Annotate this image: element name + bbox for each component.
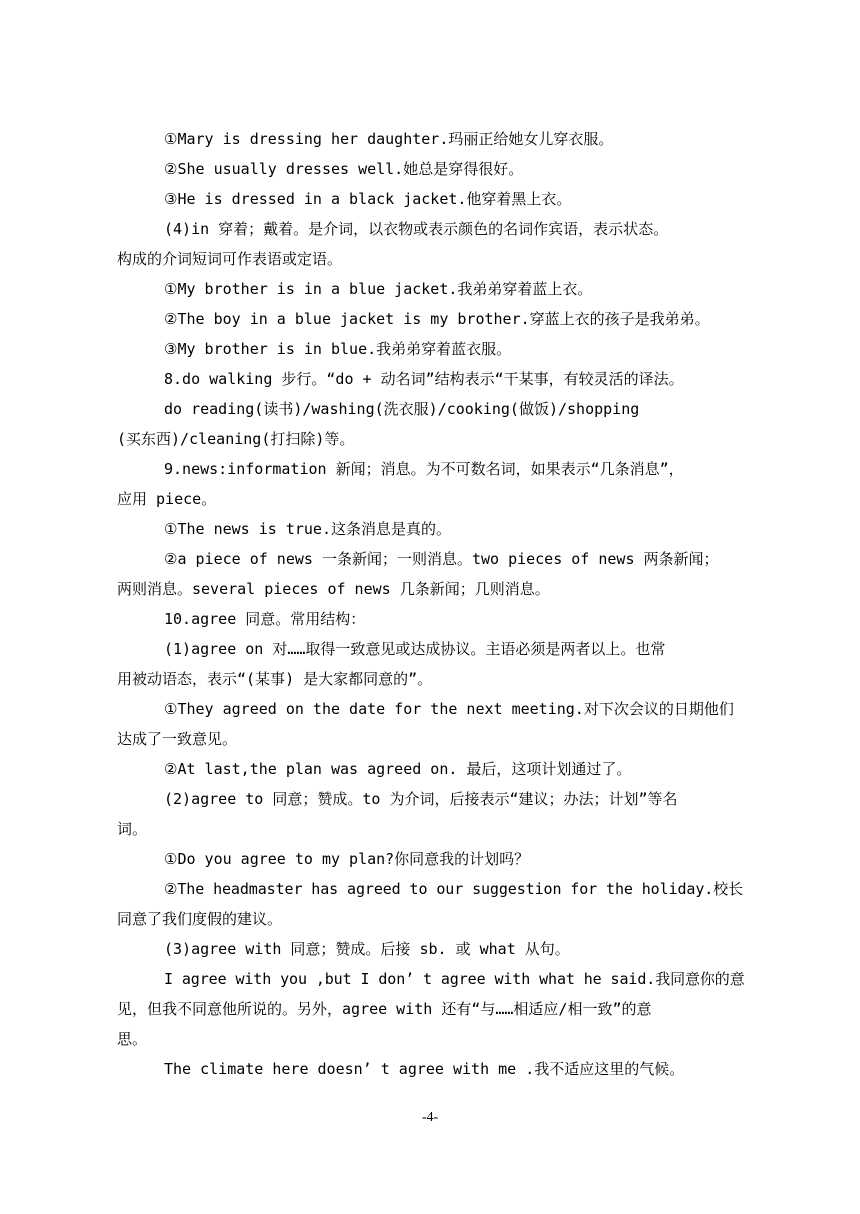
text-line: ①My brother is in a blue jacket.我弟弟穿着蓝上衣。 bbox=[164, 280, 593, 298]
text-line: 见，但我不同意他所说的。另外，agree with 还有“与……相适应/相一致”的意 bbox=[117, 1000, 652, 1018]
text-line: (4)in 穿着；戴着。是介词，以衣物或表示颜色的名词作宾语，表示状态。 bbox=[164, 220, 669, 238]
text-line: 同意了我们度假的建议。 bbox=[117, 910, 283, 928]
text-line: 思。 bbox=[117, 1030, 148, 1048]
text-line: 构成的介词短词可作表语或定语。 bbox=[117, 250, 343, 268]
text-line: ②At last,the plan was agreed on. 最后，这项计划通过了。 bbox=[164, 760, 632, 778]
text-line: 8.do walking 步行。“do + 动名词”结构表示“干某事，有较灵活的译法。 bbox=[164, 370, 684, 388]
text-line: ②The headmaster has agreed to our suggestion for the holiday.校长 bbox=[164, 880, 743, 898]
text-line: (买东西)/cleaning(打扫除)等。 bbox=[117, 430, 355, 448]
text-line: (3)agree with 同意；赞成。后接 sb. 或 what 从句。 bbox=[164, 940, 570, 958]
text-line: 9.news:information 新闻；消息。为不可数名词，如果表示“几条消息”， bbox=[164, 460, 684, 478]
text-line: ③My brother is in blue.我弟弟穿着蓝衣服。 bbox=[164, 340, 512, 358]
text-line: 两则消息。several pieces of news 几条新闻；几则消息。 bbox=[117, 580, 550, 598]
text-line: 用被动语态，表示“(某事) 是大家都同意的”。 bbox=[117, 670, 433, 688]
text-line: ①They agreed on the date for the next meeting.对下次会议的日期他们 bbox=[164, 700, 734, 718]
text-line: ②She usually dresses well.她总是穿得很好。 bbox=[164, 160, 524, 178]
text-line: ①The news is true.这条消息是真的。 bbox=[164, 520, 451, 538]
text-line: ②a piece of news 一条新闻；一则消息。two pieces of news 两条新闻； bbox=[164, 550, 719, 568]
text-line: 词。 bbox=[117, 820, 148, 838]
text-line: (2)agree to 同意；赞成。to 为介词，后接表示“建议；办法；计划”等名 bbox=[164, 790, 678, 808]
text-line: 10.agree 同意。常用结构： bbox=[164, 610, 366, 628]
page-content bbox=[117, 124, 747, 1084]
text-line: ①Mary is dressing her daughter.玛丽正给她女儿穿衣服。 bbox=[164, 130, 614, 148]
text-line: 应用 piece。 bbox=[117, 490, 217, 508]
text-line: The climate here doesn’ t agree with me .我不适应这里的气候。 bbox=[164, 1060, 685, 1078]
text-line: ①Do you agree to my plan?你同意我的计划吗？ bbox=[164, 850, 530, 868]
text-line: ③He is dressed in a black jacket.他穿着黑上衣。 bbox=[164, 190, 572, 208]
text-line: I agree with you ,but I don’ t agree with what he said.我同意你的意 bbox=[164, 970, 745, 988]
text-line: 达成了一致意见。 bbox=[117, 730, 238, 748]
text-line: ②The boy in a blue jacket is my brother.穿蓝上衣的孩子是我弟弟。 bbox=[164, 310, 710, 328]
text-line: do reading(读书)/washing(洗衣服)/cooking(做饭)/shopping bbox=[164, 400, 640, 418]
text-line: (1)agree on 对……取得一致意见或达成协议。主语必须是两者以上。也常 bbox=[164, 640, 666, 658]
page-number: -4- bbox=[421, 1110, 439, 1125]
